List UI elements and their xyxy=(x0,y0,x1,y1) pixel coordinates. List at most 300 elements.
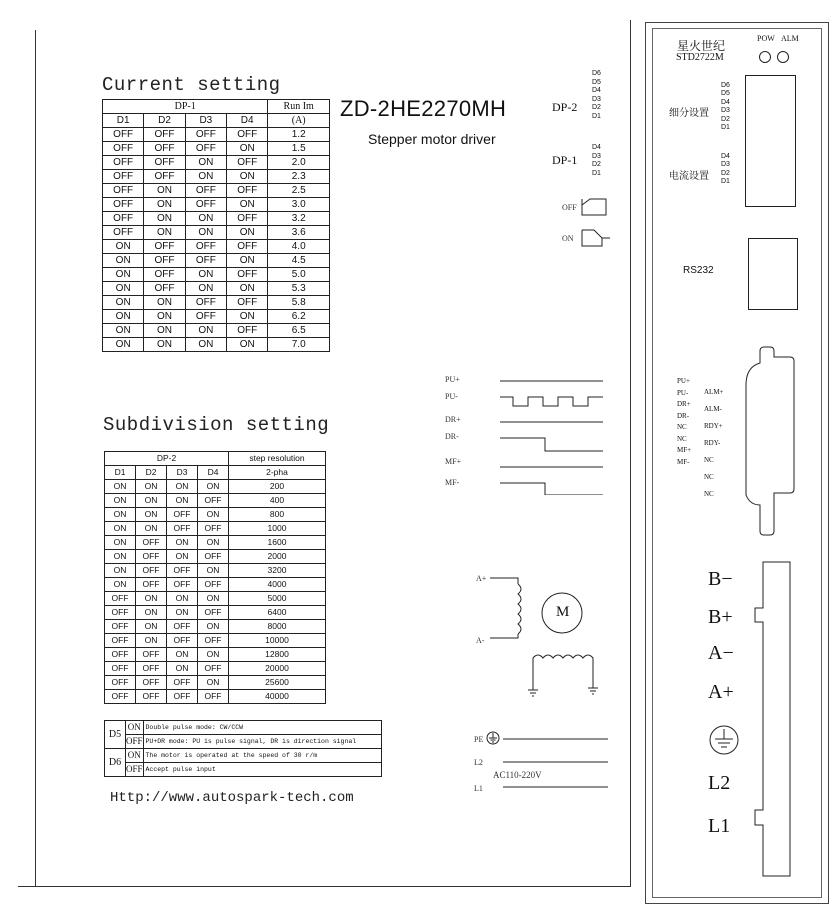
subdivision-switch-cell: ON xyxy=(198,620,229,634)
subdivision-switch-cell: ON xyxy=(167,592,198,606)
subdiv-setting-cn: 细分设置 xyxy=(669,108,709,119)
current-switch-cell: ON xyxy=(144,226,185,240)
subdivision-row xyxy=(105,494,326,508)
dp1-pin-label: D2 xyxy=(592,161,601,169)
signal-label: DR+ xyxy=(445,415,461,424)
subdivision-switch-cell: OFF xyxy=(167,578,198,592)
dp1-pin-label: D3 xyxy=(592,152,601,160)
dp2-pin-list xyxy=(592,70,601,122)
current-value-cell: 4.5 xyxy=(268,254,330,268)
subdivision-switch-cell: OFF xyxy=(105,606,136,620)
signal-label: MF+ xyxy=(445,457,462,466)
subdivision-value-cell: 40000 xyxy=(229,690,326,704)
subdivision-value-cell: 8000 xyxy=(229,620,326,634)
current-switch-cell: OFF xyxy=(227,268,268,282)
off-state-label: OFF xyxy=(562,203,577,212)
d6-on-label: ON xyxy=(126,749,144,763)
current-group-header: DP-1 xyxy=(103,100,268,114)
current-switch-cell: OFF xyxy=(144,156,185,170)
current-col-header: D3 xyxy=(185,114,226,128)
subdivision-row xyxy=(105,578,326,592)
subdivision-switch-cell: OFF xyxy=(136,578,167,592)
current-row xyxy=(103,226,330,240)
current-switch-cell: ON xyxy=(227,282,268,296)
pow-led-icon xyxy=(759,51,771,63)
subdivision-switch-cell: ON xyxy=(167,648,198,662)
current-row xyxy=(103,268,330,282)
subdivision-switch-cell: ON xyxy=(167,494,198,508)
subdivision-switch-cell: ON xyxy=(105,578,136,592)
subdivision-col-header: D4 xyxy=(198,466,229,480)
current-col-header: D2 xyxy=(144,114,185,128)
current-run-header: Run Im xyxy=(268,100,330,114)
subdivision-switch-cell: ON xyxy=(105,550,136,564)
subdivision-value-cell: 25600 xyxy=(229,676,326,690)
d5-switch-label: D5 xyxy=(105,721,126,749)
subdivision-switch-cell: OFF xyxy=(136,662,167,676)
subdivision-value-cell: 10000 xyxy=(229,634,326,648)
d6-off-label: OFF xyxy=(126,763,144,777)
pe-label: PE xyxy=(474,735,484,744)
subdivision-switch-cell: ON xyxy=(105,564,136,578)
subdivision-switch-cell: OFF xyxy=(105,648,136,662)
subdivision-switch-cell: ON xyxy=(105,508,136,522)
current-switch-cell: OFF xyxy=(144,240,185,254)
subdivision-switch-cell: OFF xyxy=(198,578,229,592)
alm-led-icon xyxy=(777,51,789,63)
subdivision-group-header: DP-2 xyxy=(105,452,229,466)
current-switch-cell: OFF xyxy=(227,240,268,254)
current-switch-cell: ON xyxy=(144,324,185,338)
alm-label: ALM xyxy=(781,34,799,43)
connector-left-pin: MF+ xyxy=(677,446,692,454)
current-table xyxy=(102,99,330,352)
subdivision-switch-cell: ON xyxy=(105,536,136,550)
mf-minus-wave xyxy=(500,483,603,495)
subdivision-switch-cell: ON xyxy=(136,592,167,606)
current-switch-cell: OFF xyxy=(103,142,144,156)
connector-left-pins xyxy=(677,376,691,468)
connector-left-pin: PU- xyxy=(677,388,689,397)
current-switch-cell: ON xyxy=(103,240,144,254)
subdivision-switch-cell: OFF xyxy=(136,550,167,564)
current-switch-cell: OFF xyxy=(103,184,144,198)
current-switch-cell: OFF xyxy=(144,142,185,156)
current-switch-cell: OFF xyxy=(103,226,144,240)
current-row xyxy=(103,142,330,156)
subdivision-row xyxy=(105,676,326,690)
current-switch-cell: ON xyxy=(227,170,268,184)
signal-label: PU+ xyxy=(445,375,460,384)
dp2-pin-label: D2 xyxy=(592,104,601,112)
subdivision-value-cell: 4000 xyxy=(229,578,326,592)
signal-connector-outline xyxy=(736,345,798,545)
current-row xyxy=(103,128,330,142)
pu-minus-wave xyxy=(500,397,603,406)
connector-right-pin: NC xyxy=(704,456,714,464)
current-switch-cell: ON xyxy=(144,184,185,198)
subdivision-phase-header: 2-pha xyxy=(229,466,326,480)
d6-on-desc: The motor is operated at the speed of 30 r/m xyxy=(143,749,381,763)
sheet-left-border xyxy=(35,30,36,886)
connector-left-pin: DR+ xyxy=(677,400,691,408)
current-switch-cell: OFF xyxy=(227,156,268,170)
current-switch-cell: OFF xyxy=(144,254,185,268)
current-value-cell: 2.5 xyxy=(268,184,330,198)
subdivision-switch-cell: OFF xyxy=(198,494,229,508)
current-switch-cell: ON xyxy=(227,254,268,268)
panel-dp2-pin-label: D2 xyxy=(721,115,730,123)
mode-table xyxy=(104,720,382,777)
subdivision-value-cell: 12800 xyxy=(229,648,326,662)
current-switch-cell: ON xyxy=(185,282,226,296)
subdivision-row xyxy=(105,648,326,662)
current-switch-cell: ON xyxy=(103,338,144,352)
dp2-pin-label: D5 xyxy=(592,78,601,86)
dp2-pin-label: D1 xyxy=(592,112,601,120)
current-switch-cell: ON xyxy=(185,156,226,170)
current-switch-cell: ON xyxy=(103,268,144,282)
subdivision-row xyxy=(105,508,326,522)
signal-waveforms xyxy=(495,370,610,495)
rs232-label: RS232 xyxy=(683,265,714,276)
current-value-cell: 6.5 xyxy=(268,324,330,338)
current-switch-cell: ON xyxy=(185,338,226,352)
subdivision-value-cell: 800 xyxy=(229,508,326,522)
subdivision-value-cell: 5000 xyxy=(229,592,326,606)
dp2-pin-label: D6 xyxy=(592,70,601,77)
current-switch-cell: OFF xyxy=(185,142,226,156)
sheet-bottom-border xyxy=(18,886,630,887)
subdivision-switch-cell: OFF xyxy=(105,690,136,704)
subdivision-switch-cell: OFF xyxy=(198,522,229,536)
subdivision-row xyxy=(105,592,326,606)
subdivision-value-cell: 2000 xyxy=(229,550,326,564)
panel-dp1-pin-label: D1 xyxy=(721,178,730,186)
current-value-cell: 6.2 xyxy=(268,310,330,324)
d5-on-label: ON xyxy=(126,721,144,735)
current-switch-cell: ON xyxy=(103,296,144,310)
subdivision-switch-cell: ON xyxy=(136,634,167,648)
current-switch-cell: ON xyxy=(227,142,268,156)
panel-dp2-pin-label: D1 xyxy=(721,124,730,132)
panel-dp2-pin-label: D4 xyxy=(721,98,730,106)
subdivision-switch-cell: OFF xyxy=(167,508,198,522)
motor-a-plus-label: A+ xyxy=(476,574,487,583)
current-switch-cell: ON xyxy=(103,254,144,268)
current-switch-cell: OFF xyxy=(227,212,268,226)
dp2-pin-label: D3 xyxy=(592,95,601,103)
current-switch-cell: ON xyxy=(144,296,185,310)
current-switch-cell: OFF xyxy=(144,282,185,296)
power-lines xyxy=(500,735,610,795)
subdivision-table xyxy=(104,451,326,704)
current-value-cell: 5.0 xyxy=(268,268,330,282)
terminal-b-minus: B− xyxy=(708,568,733,590)
current-switch-cell: ON xyxy=(185,268,226,282)
current-row xyxy=(103,282,330,296)
d5-on-desc: Double pulse mode: CW/CCW xyxy=(143,721,381,735)
l1-label: L1 xyxy=(474,784,483,793)
subdivision-value-cell: 20000 xyxy=(229,662,326,676)
current-row xyxy=(103,184,330,198)
connector-right-pins xyxy=(704,384,724,503)
earth-ground-icon xyxy=(707,723,741,757)
current-row xyxy=(103,170,330,184)
connector-right-pin: NC xyxy=(704,473,714,481)
subdivision-switch-cell: OFF xyxy=(136,690,167,704)
connector-right-pin: ALM+ xyxy=(704,388,724,396)
subdivision-switch-cell: OFF xyxy=(105,676,136,690)
d5-off-label: OFF xyxy=(126,735,144,749)
panel-dp1-pins xyxy=(721,153,730,187)
subdivision-step-header: step resolution xyxy=(229,452,326,466)
subdivision-col-header: D2 xyxy=(136,466,167,480)
current-switch-cell: ON xyxy=(103,310,144,324)
current-col-header: D1 xyxy=(103,114,144,128)
current-switch-cell: OFF xyxy=(103,170,144,184)
current-unit-header: (A) xyxy=(268,114,330,128)
subdivision-switch-cell: ON xyxy=(198,480,229,494)
subdivision-switch-cell: ON xyxy=(136,494,167,508)
subdivision-switch-cell: ON xyxy=(136,620,167,634)
subdivision-switch-cell: ON xyxy=(105,494,136,508)
subdivision-switch-cell: ON xyxy=(198,676,229,690)
subdivision-value-cell: 3200 xyxy=(229,564,326,578)
subdivision-switch-cell: ON xyxy=(198,592,229,606)
rs232-port xyxy=(748,238,798,310)
current-switch-cell: OFF xyxy=(103,212,144,226)
website-url: Http://www.autospark-tech.com xyxy=(110,790,354,806)
current-setting-title: Current setting xyxy=(102,74,281,96)
connector-right-pin: RDY+ xyxy=(704,422,723,430)
terminal-l2: L2 xyxy=(708,772,731,794)
subdivision-switch-cell: ON xyxy=(136,606,167,620)
current-row xyxy=(103,296,330,310)
current-value-cell: 3.2 xyxy=(268,212,330,226)
subdivision-row xyxy=(105,620,326,634)
subdivision-switch-cell: ON xyxy=(198,564,229,578)
dip-switch-block xyxy=(745,75,796,207)
current-switch-cell: OFF xyxy=(103,198,144,212)
subdivision-switch-cell: OFF xyxy=(136,676,167,690)
panel-dp2-pin-label: D5 xyxy=(721,90,730,98)
subdivision-switch-cell: OFF xyxy=(167,634,198,648)
dp2-pin-label: D4 xyxy=(592,87,601,95)
signal-label: DR- xyxy=(445,432,459,441)
dr-minus-wave xyxy=(500,438,603,451)
switch-off-icon xyxy=(580,195,610,217)
current-row xyxy=(103,198,330,212)
current-value-cell: 3.6 xyxy=(268,226,330,240)
current-switch-cell: ON xyxy=(185,170,226,184)
subdivision-switch-cell: ON xyxy=(136,522,167,536)
panel-dp1-pin-label: D3 xyxy=(721,161,730,169)
subdivision-switch-cell: OFF xyxy=(198,662,229,676)
current-switch-cell: ON xyxy=(227,226,268,240)
current-switch-cell: OFF xyxy=(227,296,268,310)
subdivision-value-cell: 400 xyxy=(229,494,326,508)
current-switch-cell: OFF xyxy=(227,324,268,338)
d6-switch-label: D6 xyxy=(105,749,126,777)
subdivision-row xyxy=(105,690,326,704)
dp1-pin-label: D1 xyxy=(592,169,601,177)
current-row xyxy=(103,254,330,268)
current-row xyxy=(103,240,330,254)
subdivision-row xyxy=(105,606,326,620)
model-subtitle: Stepper motor driver xyxy=(368,131,496,147)
current-switch-cell: OFF xyxy=(103,156,144,170)
panel-dp2-pin-label: D6 xyxy=(721,82,730,89)
current-value-cell: 4.0 xyxy=(268,240,330,254)
terminal-b-plus: B+ xyxy=(708,606,733,628)
current-switch-cell: OFF xyxy=(185,198,226,212)
current-row xyxy=(103,212,330,226)
panel-dp2-pins xyxy=(721,82,730,132)
subdivision-switch-cell: OFF xyxy=(105,620,136,634)
current-switch-cell: OFF xyxy=(185,184,226,198)
panel-brand: 星火世纪 xyxy=(677,39,726,53)
subdivision-row xyxy=(105,550,326,564)
subdivision-switch-cell: OFF xyxy=(167,620,198,634)
subdivision-switch-cell: ON xyxy=(167,550,198,564)
current-switch-cell: OFF xyxy=(144,170,185,184)
subdivision-switch-cell: OFF xyxy=(198,550,229,564)
subdivision-switch-cell: OFF xyxy=(105,634,136,648)
subdivision-switch-cell: ON xyxy=(167,536,198,550)
current-switch-cell: OFF xyxy=(185,128,226,142)
current-switch-cell: OFF xyxy=(103,128,144,142)
current-switch-cell: OFF xyxy=(185,296,226,310)
current-switch-cell: OFF xyxy=(185,240,226,254)
subdivision-row xyxy=(105,634,326,648)
subdivision-switch-cell: OFF xyxy=(167,690,198,704)
subdivision-switch-cell: OFF xyxy=(136,648,167,662)
subdivision-switch-cell: ON xyxy=(167,480,198,494)
switch-on-icon xyxy=(580,226,614,248)
connector-left-pin: NC xyxy=(677,434,687,443)
subdivision-row xyxy=(105,480,326,494)
connector-left-pin: NC xyxy=(677,423,687,431)
connector-left-pin: MF- xyxy=(677,457,690,466)
terminal-l1: L1 xyxy=(708,815,731,837)
subdivision-switch-cell: OFF xyxy=(167,522,198,536)
connector-right-pin: NC xyxy=(704,490,714,498)
current-row xyxy=(103,338,330,352)
subdivision-switch-cell: ON xyxy=(198,648,229,662)
subdivision-switch-cell: ON xyxy=(136,480,167,494)
subdivision-switch-cell: ON xyxy=(167,662,198,676)
current-switch-cell: OFF xyxy=(227,184,268,198)
current-row xyxy=(103,156,330,170)
motor-symbol: M xyxy=(556,604,570,620)
pow-label: POW xyxy=(757,34,775,43)
panel-dp1-pin-label: D4 xyxy=(721,153,730,160)
subdivision-row xyxy=(105,536,326,550)
voltage-label: AC110-220V xyxy=(493,770,542,780)
subdivision-switch-cell: OFF xyxy=(167,676,198,690)
dp2-label: DP-2 xyxy=(552,100,578,114)
current-switch-cell: ON xyxy=(185,212,226,226)
current-row xyxy=(103,310,330,324)
current-row xyxy=(103,324,330,338)
subdivision-switch-cell: OFF xyxy=(167,564,198,578)
subdivision-switch-cell: OFF xyxy=(198,634,229,648)
d5-off-desc: PU+DR mode: PU is pulse signal, DR is direction signal xyxy=(143,735,381,749)
subdivision-value-cell: 200 xyxy=(229,480,326,494)
subdivision-switch-cell: OFF xyxy=(105,592,136,606)
subdivision-col-header: D3 xyxy=(167,466,198,480)
connector-right-pin: ALM- xyxy=(704,405,722,413)
l2-label: L2 xyxy=(474,758,483,767)
current-switch-cell: ON xyxy=(185,226,226,240)
current-value-cell: 1.5 xyxy=(268,142,330,156)
current-col-header: D4 xyxy=(227,114,268,128)
subdivision-switch-cell: ON xyxy=(136,508,167,522)
subdivision-row xyxy=(105,564,326,578)
motor-a-minus-label: A- xyxy=(476,636,485,645)
on-state-label: ON xyxy=(562,234,574,243)
subdivision-value-cell: 6400 xyxy=(229,606,326,620)
model-name: ZD-2HE2270MH xyxy=(340,96,507,121)
current-switch-cell: ON xyxy=(144,198,185,212)
subdivision-switch-cell: ON xyxy=(105,480,136,494)
connector-right-pin: RDY- xyxy=(704,439,721,447)
dp1-label: DP-1 xyxy=(552,153,578,167)
d6-off-desc: Accept pulse input xyxy=(143,763,381,777)
motor-wiring-diagram xyxy=(485,570,610,705)
subdivision-switch-cell: OFF xyxy=(198,606,229,620)
current-switch-cell: ON xyxy=(227,310,268,324)
current-value-cell: 5.8 xyxy=(268,296,330,310)
current-switch-cell: OFF xyxy=(144,268,185,282)
terminal-a-plus: A+ xyxy=(708,681,734,703)
panel-dp1-pin-label: D2 xyxy=(721,169,730,177)
current-switch-cell: ON xyxy=(185,324,226,338)
terminal-block-outline xyxy=(745,560,795,880)
subdivision-row xyxy=(105,522,326,536)
current-switch-cell: ON xyxy=(103,282,144,296)
terminal-a-minus: A− xyxy=(708,642,734,664)
connector-left-pin: DR- xyxy=(677,411,690,420)
current-switch-cell: OFF xyxy=(227,128,268,142)
subdivision-switch-cell: ON xyxy=(167,606,198,620)
current-setting-cn: 电流设置 xyxy=(669,171,709,182)
subdivision-switch-cell: ON xyxy=(105,522,136,536)
connector-left-pin: PU+ xyxy=(677,377,690,385)
current-value-cell: 3.0 xyxy=(268,198,330,212)
current-value-cell: 5.3 xyxy=(268,282,330,296)
current-value-cell: 2.0 xyxy=(268,156,330,170)
subdivision-value-cell: 1600 xyxy=(229,536,326,550)
subdivision-switch-cell: OFF xyxy=(198,690,229,704)
subdivision-switch-cell: ON xyxy=(198,536,229,550)
current-switch-cell: ON xyxy=(227,198,268,212)
panel-model: STD2722M xyxy=(676,52,724,63)
subdivision-col-header: D1 xyxy=(105,466,136,480)
current-value-cell: 7.0 xyxy=(268,338,330,352)
sheet-right-border xyxy=(630,20,631,887)
signal-label: MF- xyxy=(445,478,460,487)
subdivision-row xyxy=(105,662,326,676)
signal-label: PU- xyxy=(445,392,458,401)
current-switch-cell: OFF xyxy=(144,128,185,142)
current-switch-cell: OFF xyxy=(185,310,226,324)
current-switch-cell: ON xyxy=(103,324,144,338)
current-value-cell: 2.3 xyxy=(268,170,330,184)
current-switch-cell: ON xyxy=(144,212,185,226)
subdivision-setting-title: Subdivision setting xyxy=(103,414,330,436)
